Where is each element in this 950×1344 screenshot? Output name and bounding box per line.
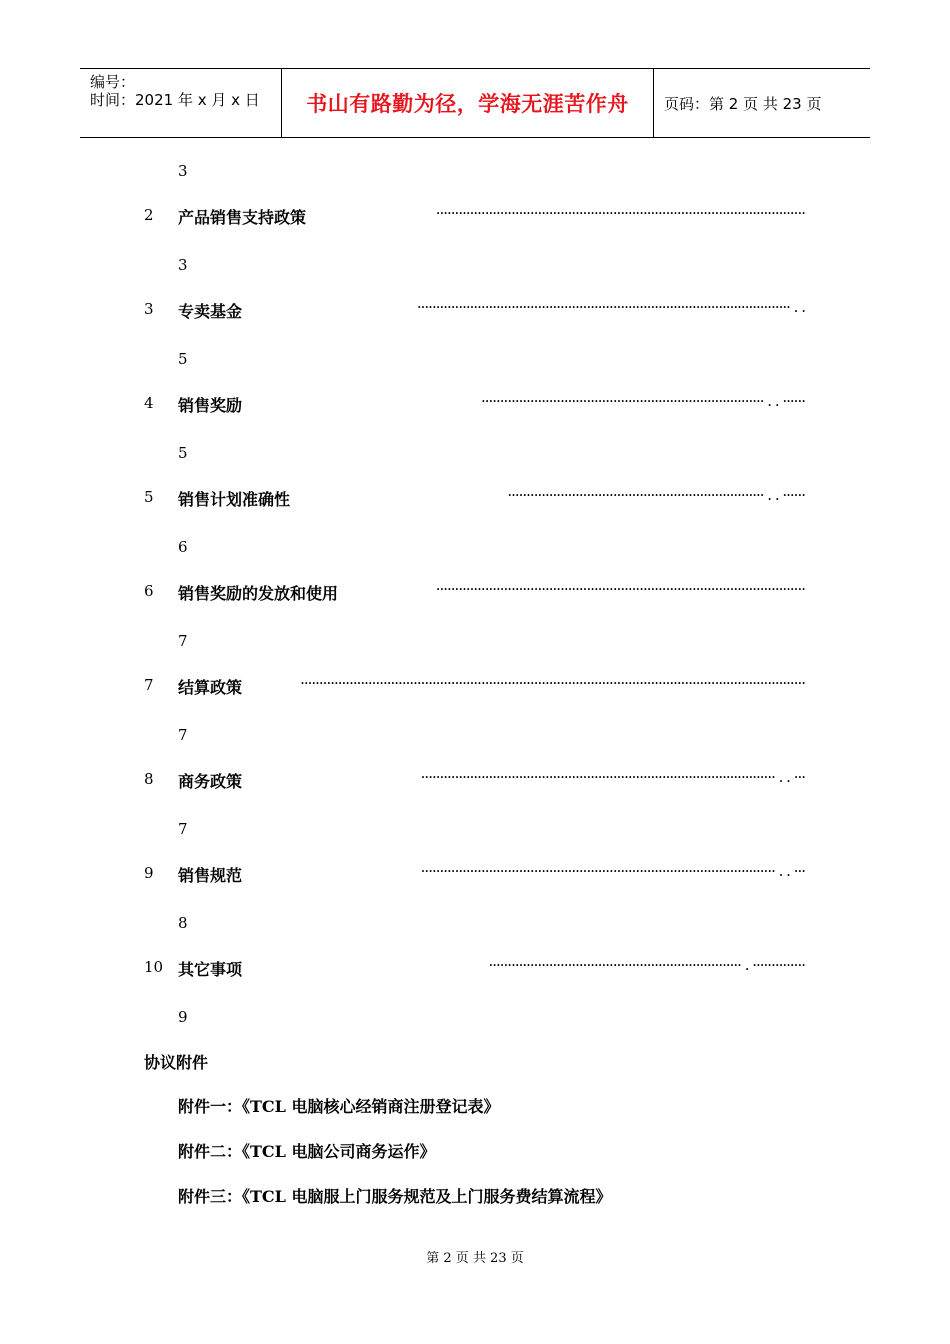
- toc-entry-number: 9: [144, 864, 154, 882]
- header-motto-cell: [282, 69, 654, 137]
- toc-entry-title[interactable]: 商务政策: [178, 772, 243, 791]
- toc-entry-page: 3: [178, 256, 188, 274]
- page-header: [80, 68, 870, 138]
- toc-entry-title[interactable]: 销售奖励的发放和使用: [178, 584, 339, 603]
- toc-leader-dots: ······························································································ . . ···: [420, 768, 805, 786]
- toc-leader-dots: ······························································································ . . ···: [420, 862, 805, 880]
- time-label: 时间：2021 年 x 月 x 日: [90, 91, 260, 109]
- toc-entry-page: 7: [178, 632, 188, 650]
- toc-leader-dots: ······································································································································: [300, 674, 805, 692]
- attachments-heading: 协议附件: [144, 1053, 209, 1072]
- toc-entry-page: 9: [178, 1008, 188, 1026]
- toc-leader-dots: ··········································································· . . ······: [480, 392, 805, 410]
- toc-entry-title[interactable]: 专卖基金: [178, 302, 243, 321]
- toc-entry-number: 2: [144, 206, 154, 224]
- toc-entry-page: 8: [178, 914, 188, 932]
- toc-entry-page: 6: [178, 538, 188, 556]
- toc-entry-number: 4: [144, 394, 154, 412]
- toc-entry-title[interactable]: 销售奖励: [178, 396, 243, 415]
- toc-entry-number: 3: [144, 300, 154, 318]
- page-info: 页码：第 2 页 共 23 页: [664, 94, 822, 113]
- header-meta: [80, 69, 282, 137]
- toc-entry-page: 5: [178, 350, 188, 368]
- toc-entry-page: 7: [178, 726, 188, 744]
- toc-entry-page: 7: [178, 820, 188, 838]
- toc-leader-dots: ··································································································: [435, 580, 805, 598]
- header-motto: 书山有路勤为径，学海无涯苦作舟: [306, 92, 629, 116]
- attachment-item: 附件三：《TCL 电脑服上门服务规范及上门服务费结算流程》: [178, 1187, 612, 1206]
- toc-entry-number: 6: [144, 582, 154, 600]
- header-page-info: [654, 69, 870, 137]
- toc-entry-title[interactable]: 结算政策: [178, 678, 243, 697]
- page-footer: 第 2 页 共 23 页: [426, 1251, 524, 1266]
- attachment-item: 附件二：《TCL 电脑公司商务运作》: [178, 1142, 436, 1161]
- toc-entry-page: 5: [178, 444, 188, 462]
- toc-leader-dots: ··································································································· . .: [416, 298, 805, 316]
- toc-entry-title[interactable]: 销售规范: [178, 866, 243, 885]
- toc-entry-title[interactable]: 销售计划准确性: [178, 490, 291, 509]
- toc-top-page: 3: [178, 162, 188, 180]
- toc-entry-number: 5: [144, 488, 154, 506]
- toc-leader-dots: ···································································· . . ······: [507, 486, 805, 504]
- toc-entry-number: 8: [144, 770, 154, 788]
- toc-entry-number: 7: [144, 676, 154, 694]
- toc-entry-title[interactable]: 产品销售支持政策: [178, 208, 307, 227]
- toc-entry-number: 10: [144, 958, 164, 976]
- toc-leader-dots: ··································································································: [435, 204, 805, 222]
- toc-entry-title[interactable]: 其它事项: [178, 960, 243, 979]
- attachment-item: 附件一：《TCL 电脑核心经销商注册登记表》: [178, 1097, 500, 1116]
- toc-leader-dots: ··································································· . ··············: [488, 956, 805, 974]
- serial-label: 编号：: [90, 73, 136, 91]
